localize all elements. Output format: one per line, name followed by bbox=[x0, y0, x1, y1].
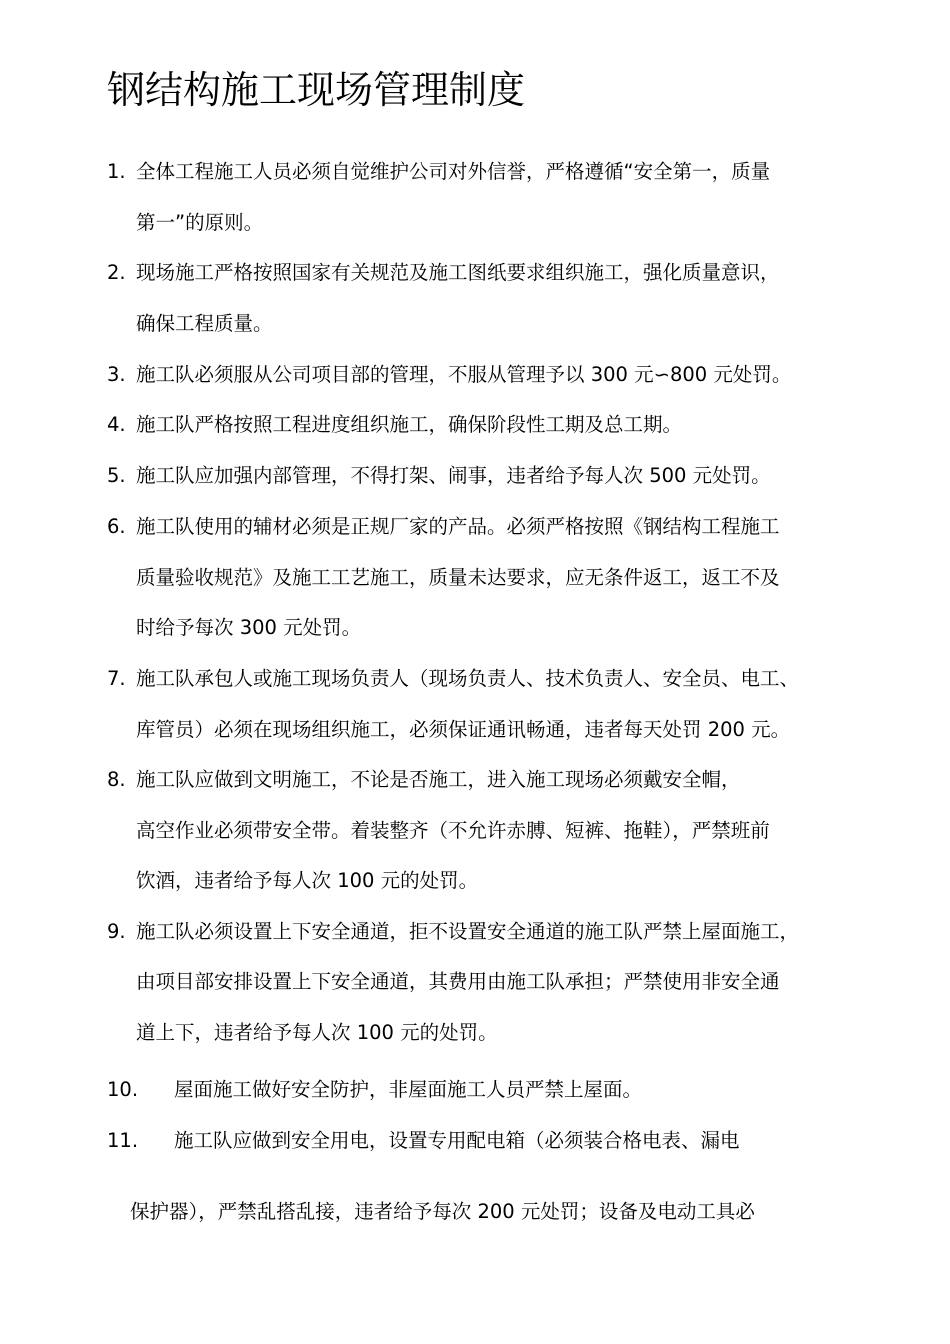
item-text-line: 屋面施工做好安全防护，非屋面施工人员严禁上屋面。 bbox=[174, 1078, 643, 1101]
item-text-line: 全体工程施工人员必须自觉维护公司对外信誉，严格遵循“安全第一，质量 bbox=[136, 160, 771, 183]
document-title: 钢结构施工现场管理制度 bbox=[107, 68, 526, 112]
item-text-line: 高空作业必须带安全带。着装整齐（不允许赤膊、短裤、拖鞋），严禁班前 bbox=[136, 819, 770, 842]
item-number: 7. bbox=[107, 667, 126, 690]
item-text-line: 施工队应做到安全用电，设置专用配电箱（必须装合格电表、漏电 bbox=[174, 1129, 740, 1152]
item-text-line: 饮酒，违者给予每人次 100 元的处罚。 bbox=[136, 869, 479, 892]
item-text-line: 时给予每次 300 元处罚。 bbox=[136, 616, 362, 639]
item-text-line: 现场施工严格按照国家有关规范及施工图纸要求组织施工，强化质量意识， bbox=[136, 261, 780, 284]
item-text-line: 施工队严格按照工程进度组织施工，确保阶段性工期及总工期。 bbox=[136, 413, 683, 436]
item-number: 2. bbox=[107, 261, 126, 284]
item-text-line: 施工队应加强内部管理，不得打架、闹事，违者给予每人次 500 元处罚。 bbox=[136, 464, 771, 487]
item-text-line: 施工队必须服从公司项目部的管理，不服从管理予以 300 元∽800 元处罚。 bbox=[136, 363, 792, 386]
item-text-line: 由项目部安排设置上下安全通道，其费用由施工队承担；严禁使用非安全通 bbox=[136, 970, 780, 993]
item-number: 10. bbox=[107, 1078, 139, 1101]
item-text-line: 施工队使用的辅材必须是正规厂家的产品。必须严格按照《钢结构工程施工 bbox=[136, 515, 780, 538]
item-text-line: 施工队应做到文明施工，不论是否施工，进入施工现场必须戴安全帽， bbox=[136, 768, 741, 791]
item-number: 4. bbox=[107, 413, 126, 436]
item-number: 5. bbox=[107, 464, 126, 487]
item-text-line: 道上下，违者给予每人次 100 元的处罚。 bbox=[136, 1021, 498, 1044]
item-text-line: 库管员）必须在现场组织施工，必须保证通讯畅通，违者每天处罚 200 元。 bbox=[136, 718, 791, 741]
item-number: 3. bbox=[107, 363, 126, 386]
item-number: 1. bbox=[107, 160, 126, 183]
item-text-line: 保护器），严禁乱搭乱接，违者给予每次 200 元处罚；设备及电动工具必 bbox=[130, 1200, 755, 1223]
item-text-line: 施工队承包人或施工现场负责人（现场负责人、技术负责人、安全员、电工、 bbox=[136, 667, 800, 690]
item-number: 6. bbox=[107, 515, 126, 538]
item-number: 9. bbox=[107, 920, 126, 943]
item-text-line: 确保工程质量。 bbox=[136, 312, 273, 335]
item-number: 8. bbox=[107, 768, 126, 791]
item-text-line: 质量验收规范》及施工工艺施工，质量未达要求，应无条件返工，返工不及 bbox=[136, 566, 780, 589]
item-text-line: 第一”的原则。 bbox=[136, 211, 264, 234]
item-number: 11. bbox=[107, 1129, 139, 1152]
item-text-line: 施工队必须设置上下安全通道，拒不设置安全通道的施工队严禁上屋面施工， bbox=[136, 920, 800, 943]
